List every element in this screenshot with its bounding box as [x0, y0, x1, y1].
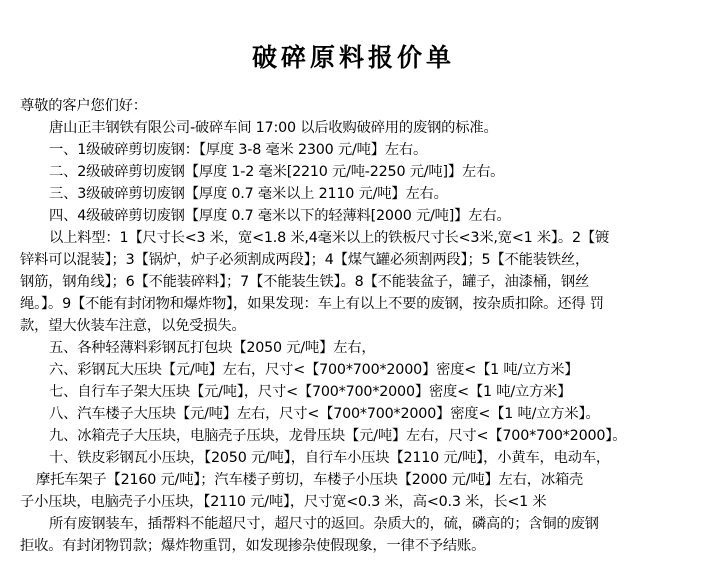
- price-item-1: 一、1级破碎剪切废钢：【厚度 3-8 毫米 2300 元/吨】左右。: [49, 142, 428, 158]
- closing-line-2: 拒收。有封闭物罚款；爆炸物重罚，如发现掺杂使假现象，一律不予结账。: [20, 538, 486, 554]
- price-item-3: 三、3级破碎剪切废钢【厚度 0.7 毫米以上 2110 元/吨】左右。: [49, 186, 448, 202]
- document-title: 破碎原料报价单: [251, 43, 455, 72]
- price-item-7: 七、自行车子架大压块【元/吨】，尺寸<【700*700*2000】密度<【1 吨/立方米】: [49, 384, 572, 400]
- rules-line-4: 绳。】。9【不能有封闭物和爆炸物】，如果发现：车上有以上不要的废钢，按杂质扣除。还得 罚: [20, 296, 604, 312]
- price-item-10-line-1: 十、铁皮彩钢瓦小压块，【2050 元/吨】，自行车小压块【2110 元/吨】，小黄车，电动车，: [49, 450, 611, 466]
- rules-line-5: 款，望大伙装车注意，以免受损失。: [20, 318, 246, 334]
- greeting-line: 尊敬的客户您们好：: [20, 98, 147, 114]
- price-item-10-line-2: 摩托车架子【2160 元/吨】；汽车楼子剪切，车楼子小压块【2000 元/吨】左右，冰箱壳: [36, 472, 584, 488]
- rules-line-2: 锌料可以混装】；3【锅炉，炉子必须割成两段】；4【煤气罐必须割两段】；5【不能装铁丝，: [20, 252, 590, 268]
- closing-line-1: 所有废钢装车，插帮料不能超尺寸，超尺寸的返回。杂质大的，硫，磷高的；含铜的废钢: [49, 516, 599, 532]
- price-item-10-line-3: 子小压块，电脑壳子小压块，【2110 元/吨】，尺寸宽<0.3 米，高<0.3 米，长<1 米: [20, 494, 547, 510]
- rules-line-1: 以上料型：1【尺寸长<3 米，宽<1.8 米,4毫米以上的铁板尺寸长<3米,宽<1 米】。2【镀: [49, 230, 610, 246]
- intro-line: 唐山正丰钢铁有限公司-破碎车间 17:00 以后收购破碎用的废钢的标准。: [49, 120, 498, 136]
- price-item-5: 五、各种轻薄料彩钢瓦打包块【2050 元/吨】左右，: [49, 340, 376, 356]
- price-item-2: 二、2级破碎剪切废钢【厚度 1-2 毫米[2210 元/吨-2250 元/吨]】左右。: [49, 164, 505, 180]
- price-item-6: 六、彩钢瓦大压块【元/吨】左右，尺寸<【700*700*2000】密度<【1 吨/立方米】: [49, 362, 579, 378]
- price-item-8: 八、汽车楼子大压块【元/吨】左右，尺寸<【700*700*2000】密度<【1 吨/立方米】。: [49, 406, 600, 422]
- rules-line-3: 钢筋，钢角线】；6【不能装碎料】；7【不能装生铁】。8【不能装盆子，罐子，油漆桶，钢丝: [20, 274, 590, 290]
- price-item-9: 九、冰箱壳子大压块，电脑壳子压块，龙骨压块【元/吨】左右，尺寸<【700*700*2000】。: [49, 428, 627, 444]
- price-item-4: 四、4级破碎剪切废钢【厚度 0.7 毫米以下的轻薄料[2000 元/吨]】左右。: [49, 208, 511, 224]
